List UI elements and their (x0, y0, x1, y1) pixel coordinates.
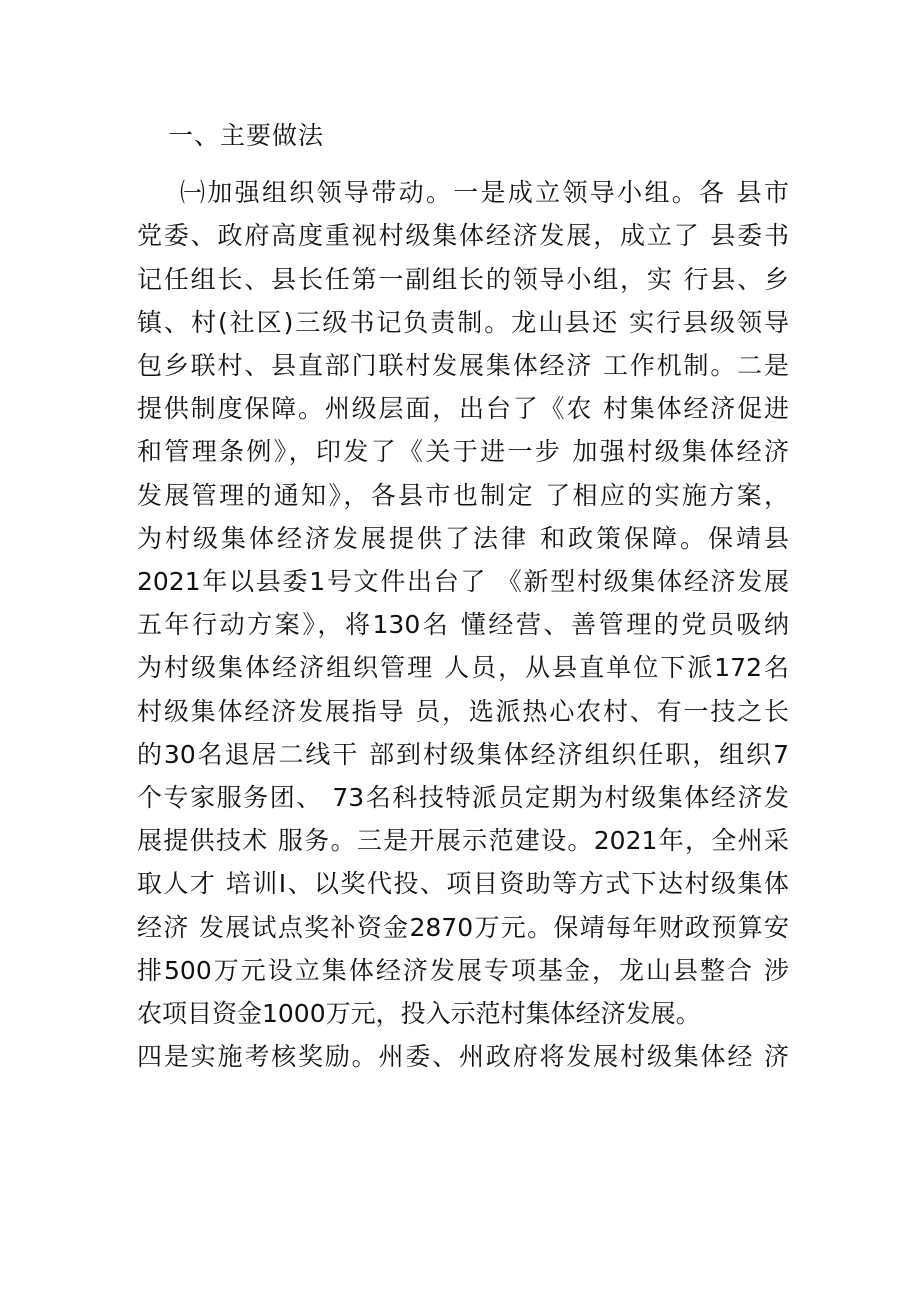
paragraph-line: 2021年以县委1号文件出台了 《新型村级集体经济发展 (137, 567, 789, 596)
paragraph-line: 发展管理的通知》，各县市也制定 了相应的实施方案， (137, 481, 789, 510)
paragraph-line: 个专家服务团、 73名科技特派员定期为村级集体经济发 (137, 783, 789, 812)
paragraph-line: 镇、村(社区)三级书记负责制。龙山县还 实行县级领导 (137, 308, 789, 337)
paragraph-line: 包乡联村、县直部门联村发展集体经济 工作机制。二是 (137, 351, 789, 380)
paragraph-line: 排500万元设立集体经济发展专项基金，龙山县整合 涉 (137, 956, 789, 985)
paragraph-line: 村级集体经济发展指导 员，选派热心农村、有一技之长 (137, 697, 789, 726)
paragraph-line: 五年行动方案》，将130名 懂经营、善管理的党员吸纳 (137, 610, 789, 639)
paragraph-line: 党委、政府高度重视村级集体经济发展，成立了 县委书 (137, 221, 789, 250)
paragraph-line: 和管理条例》，印发了《关于进一步 加强村级集体经济 (137, 437, 789, 466)
paragraph-line: 经济 发展试点奖补资金2870万元。保靖每年财政预算安 (137, 913, 789, 942)
paragraph-line: 提供制度保障。州级层面，出台了《农 村集体经济促进 (137, 394, 789, 423)
paragraph-line: 记任组长、县长任第一副组长的领导小组，实 行县、乡 (137, 265, 789, 294)
paragraph-line: ㈠加强组织领导带动。一是成立领导小组。各 县市 (180, 178, 789, 207)
paragraph-line: 农项目资金1000万元，投入示范村集体经济发展。 (137, 999, 701, 1028)
paragraph-line: 取人才 培训I、以奖代投、项目资助等方式下达村级集体 (137, 869, 789, 898)
paragraph-line: 为村级集体经济组织管理 人员，从县直单位下派172名 (137, 653, 789, 682)
paragraph-line: 展提供技术 服务。三是开展示范建设。2021年，全州采 (137, 826, 789, 855)
paragraph-line: 四是实施考核奖励。州委、州政府将发展村级集体经 济 (137, 1042, 789, 1071)
paragraph-line: 为村级集体经济发展提供了法律 和政策保障。保靖县 (137, 524, 789, 553)
paragraph-line: 的30名退居二线干 部到村级集体经济组织任职，组织7 (137, 740, 789, 769)
section-heading: 一、主要做法 (168, 121, 325, 150)
